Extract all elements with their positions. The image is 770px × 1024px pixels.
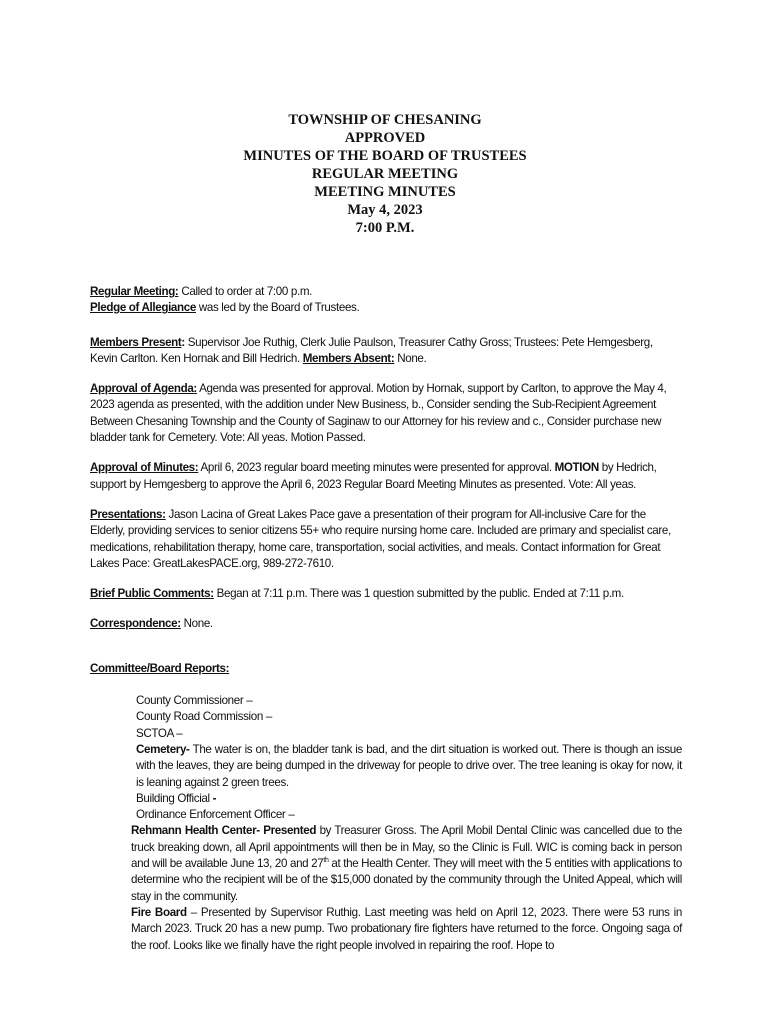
- document-header: [0, 111, 770, 237]
- cemetery-label: Cemetery-: [136, 742, 190, 756]
- regular-meeting-label: Regular Meeting:: [90, 285, 179, 298]
- fire-board-text: – Presented by Supervisor Ruthig. Last meeting was held on April 12, 2023. There were 53 runs in March 2023. Truck 20 has a new pump. Two probationary fire fighters have returned to the force. Ongoing saga of the roof. Looks like we finally have the right people involved in repairing the roof. Hope to: [131, 905, 682, 952]
- rehmann-label: Rehmann Health Center- Presented: [131, 824, 317, 838]
- county-road-report: County Road Commission –: [136, 710, 272, 724]
- presentations-label: Presentations:: [90, 507, 166, 521]
- township-title: TOWNSHIP OF CHESANING: [288, 112, 482, 128]
- minutes-approval-label: Approval of Minutes:: [90, 461, 199, 475]
- pledge-label: Pledge of Allegiance: [90, 301, 196, 315]
- pledge-text: was led by the Board of Trustees.: [195, 301, 360, 315]
- rehmann-text-2: at the Health Center. They will meet with the 5 entities with applications to determine who the recipient will be of the $15,000 donated by the community through the United Appeal, which will stay in the community.: [131, 857, 682, 903]
- members-absent-label: Members Absent:: [302, 351, 395, 365]
- public-comments-section: [90, 586, 682, 602]
- members-absent-text: None.: [394, 351, 427, 365]
- cemetery-report: [90, 742, 682, 791]
- presentations-text: Jason Lacina of Great Lakes Pace gave a presentation of their program for All-inclusive Care for the Elderly, providing services to senior citizens 55+ who require nursing home care. Included are primary and specialist care, medications, rehabilitation therapy, home care, transportation, social activities, and meals. Contact information for Great Lakes Pace: GreatLakesPACE.org, 989-272-7610.: [90, 507, 671, 570]
- correspondence-label: Correspondence:: [90, 617, 181, 631]
- fire-board-report: [90, 905, 682, 954]
- sctoa-report: SCTOA –: [136, 726, 183, 740]
- cemetery-text: The water is on, the bladder tank is bad, and the dirt situation is worked out. There is though an issue with the leaves, they are being dumped in the driveway for people to drive over. The tree leaning is okay for now, it is leaning against 2 green trees.: [136, 742, 682, 789]
- members-present-text: Supervisor Joe Ruthig, Clerk Julie Paulson, Treasurer Cathy Gross; Trustees: Pete Hemgesberg, Kevin Carlton. Ken Hornak and Bill Hedrich.: [90, 335, 653, 365]
- rehmann-text: by Treasurer Gross. The April Mobil Dental Clinic was cancelled due to the truck breaking down, all April appointments will then be in May, so the Clinic is Full. WIC is coming back in person and will be available June 13, 20 and 27: [131, 824, 682, 871]
- building-official-label: Building Official: [136, 791, 213, 805]
- meeting-type: REGULAR MEETING: [311, 166, 459, 182]
- meeting-date: May 4, 2023: [347, 202, 423, 218]
- correspondence-section: [90, 616, 682, 632]
- members-section: [90, 335, 682, 368]
- call-to-order-section: [90, 284, 682, 317]
- county-commissioner-report: County Commissioner –: [136, 694, 253, 708]
- ordinance-officer-report: Ordinance Enforcement Officer –: [136, 808, 295, 822]
- building-official-report: [90, 791, 682, 807]
- reports-label: Committee/Board Reports:: [90, 661, 230, 675]
- meeting-minutes-label: MEETING MINUTES: [314, 184, 456, 200]
- public-comments-label: Brief Public Comments:: [90, 587, 214, 601]
- agenda-text: Agenda was presented for approval. Motion by Hornak, support by Carlton, to approve the May 4, 2023 agenda as presented, with the addition under New Business, b., Consider sending the Sub-Recipient Agreement Between Chesaning Township and the County of Saginaw to our Attorney for his review and c., Consider purchase new bladder tank for Cemetery. Vote: All yeas. Motion Passed.: [90, 382, 667, 445]
- fire-board-label: Fire Board: [131, 905, 187, 919]
- members-present-label: Members Present: [90, 335, 182, 349]
- members-present-colon: :: [181, 335, 185, 349]
- minutes-body: [90, 284, 682, 954]
- regular-meeting-text: Called to order at 7:00 p.m.: [178, 285, 313, 298]
- reports-list: [90, 693, 682, 954]
- minutes-title: MINUTES OF THE BOARD OF TRUSTEES: [243, 148, 527, 164]
- correspondence-text: None.: [180, 617, 213, 631]
- motion-label: MOTION: [554, 461, 599, 475]
- public-comments-text: Began at 7:11 p.m. There was 1 question submitted by the public. Ended at 7:11 p.m.: [213, 587, 624, 601]
- pledge-line: [90, 300, 682, 316]
- meeting-time: 7:00 P.M.: [355, 220, 415, 236]
- minutes-approval-text: April 6, 2023 regular board meeting minutes were presented for approval.: [198, 461, 555, 475]
- building-official-dash: -: [212, 791, 217, 805]
- reports-heading: [90, 661, 682, 677]
- presentations-section: [90, 507, 682, 572]
- minutes-approval-text-2: by Hedrich, support by Hemgesberg to approve the April 6, 2023 Regular Board Meeting Minutes as presented. Vote: All yeas.: [90, 461, 657, 491]
- agenda-label: Approval of Agenda:: [90, 382, 197, 396]
- rehmann-report: [90, 823, 682, 904]
- agenda-section: [90, 381, 682, 446]
- rehmann-superscript: th: [323, 857, 329, 865]
- regular-meeting-line: [90, 284, 682, 300]
- approved-label: APPROVED: [344, 130, 426, 146]
- minutes-approval-section: [90, 460, 682, 493]
